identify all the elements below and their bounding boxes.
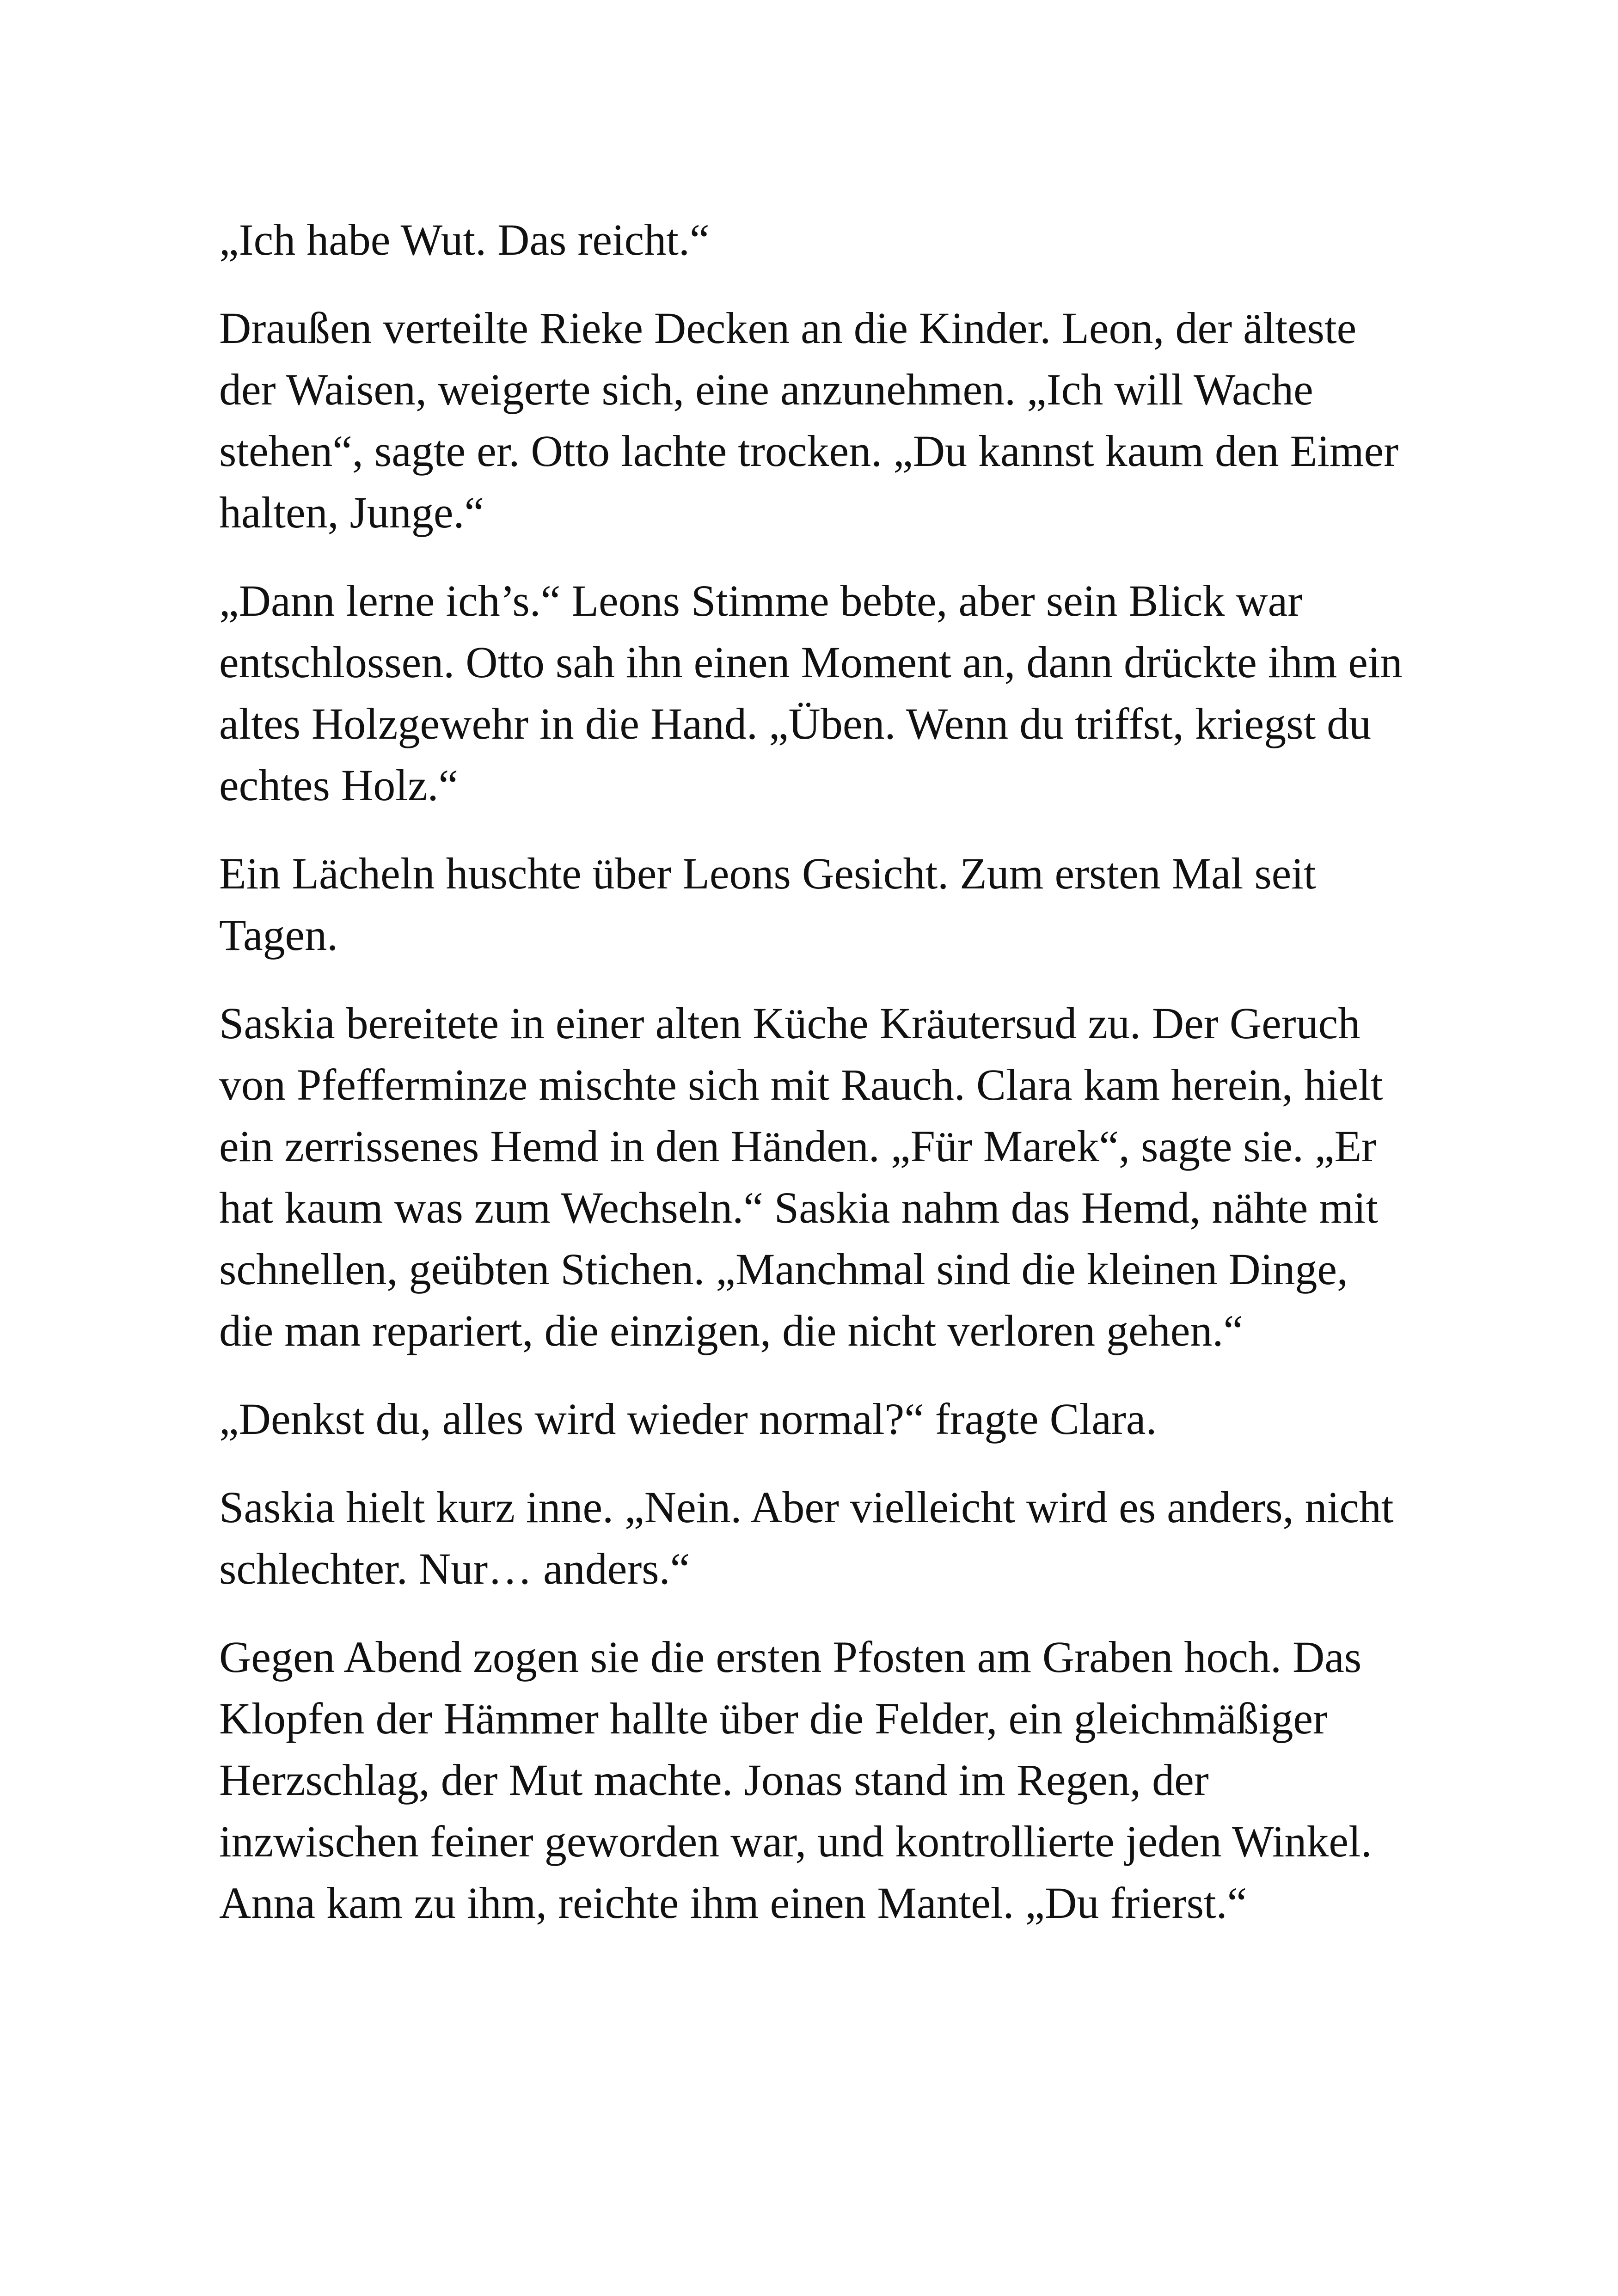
paragraph: Saskia hielt kurz inne. „Nein. Aber vielleicht wird es anders, nicht schlechter. Nur… anders.“ xyxy=(219,1482,1394,1593)
paragraph: Draußen verteilte Rieke Decken an die Kinder. Leon, der älteste der Waisen, weigerte sich, eine anzunehmen. „Ich will Wache stehen“, sagte er. Otto lachte trocken. „Du kannst kaum den Eimer halten, Junge.“ xyxy=(219,303,1399,537)
paragraph: Saskia bereitete in einer alten Küche Kräutersud zu. Der Geruch von Pfefferminze mischte sich mit Rauch. Clara kam herein, hielt ein zerrissenes Hemd in den Händen. „Für Marek“, sagte sie. „Er hat kaum was zum Wechseln.“ Saskia nahm das Hemd, nähte mit schnellen, geübten Stichen. „Manchmal sind die kleinen Dinge, die man repariert, die einzigen, die nicht verloren gehen.“ xyxy=(219,998,1383,1355)
paragraph: „Ich habe Wut. Das reicht.“ xyxy=(219,215,710,264)
paragraph: „Dann lerne ich’s.“ Leons Stimme bebte, aber sein Blick war entschlossen. Otto sah ihn einen Moment an, dann drückte ihm ein altes Holzgewehr in die Hand. „Üben. Wenn du triffst, kriegst du echtes Holz.“ xyxy=(219,576,1403,810)
paragraph: Gegen Abend zogen sie die ersten Pfosten am Graben hoch. Das Klopfen der Hämmer hallte über die Felder, ein gleichmäßiger Herzschlag, der Mut machte. Jonas stand im Regen, der inzwischen feiner geworden war, und kontrollierte jeden Winkel. Anna kam zu ihm, reichte ihm einen Mantel. „Du frierst.“ xyxy=(219,1632,1372,1928)
body-text xyxy=(219,209,1403,1960)
paragraph: „Denkst du, alles wird wieder normal?“ fragte Clara. xyxy=(219,1394,1157,1444)
paragraph: Ein Lächeln huschte über Leons Gesicht. Zum ersten Mal seit Tagen. xyxy=(219,849,1316,960)
